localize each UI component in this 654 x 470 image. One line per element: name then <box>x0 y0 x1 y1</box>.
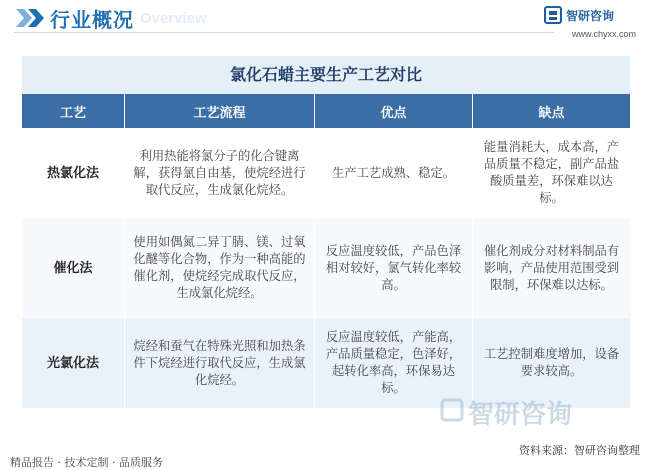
process-name: 热氯化法 <box>22 128 125 218</box>
process-disadvantages: 工艺控制难度增加，设备要求较高。 <box>473 318 630 408</box>
process-advantages: 反应温度较低，产能高，产品质量稳定，色泽好，起转化率高，环保易达标。 <box>315 318 473 408</box>
table-row <box>22 128 630 218</box>
section-subtitle: Overview <box>140 10 207 27</box>
double-chevron-icon <box>14 6 50 30</box>
process-disadvantages: 催化剂成分对材料制品有影响，产品使用范围受到限制，环保难以达标。 <box>473 218 630 318</box>
comparison-table <box>22 56 630 408</box>
process-disadvantages: 能量消耗大，成本高，产品质量不稳定，副产品盐酸质量差，环保难以达标。 <box>473 128 630 218</box>
brand-logo-icon <box>544 6 562 24</box>
table-row <box>22 218 630 318</box>
process-name: 催化法 <box>22 218 125 318</box>
brand-name: 智研咨询 <box>566 9 615 23</box>
process-advantages: 反应温度较低，产品色泽相对较好，氯气转化率较高。 <box>315 218 473 318</box>
footer-slogan: 精品报告 · 技术定制 · 品质服务 <box>10 456 163 469</box>
process-advantages: 生产工艺成熟、稳定。 <box>315 128 473 218</box>
website-url: www.chyxx.com <box>571 29 636 39</box>
column-header-advantages: 优点 <box>315 94 473 128</box>
section-title: 行业概况 <box>50 8 134 32</box>
table-caption: 氯化石蜡主要生产工艺对比 <box>22 56 630 94</box>
column-header-disadvantages: 缺点 <box>473 94 630 128</box>
header-divider <box>14 32 554 33</box>
brand-logo <box>544 6 636 26</box>
footer-source: 资料来源：智研咨询整理 <box>519 444 640 457</box>
column-header-process: 工艺 <box>22 94 125 128</box>
table-row <box>22 318 630 408</box>
process-flow: 使用如偶氮二异丁腈、镁、过氧化醚等化合物，作为一种高能的催化剂，使烷经完成取代反应，生成氯化烷经。 <box>125 218 315 318</box>
table-header-row <box>22 94 630 128</box>
process-flow: 烷经和蚕气在特殊光照和加热条件下烷经进行取代反应，生成氯化烷经。 <box>125 318 315 408</box>
watermark-text: 智研咨询 <box>468 400 573 430</box>
page-footer <box>0 440 654 470</box>
page-header <box>0 0 654 42</box>
column-header-flow: 工艺流程 <box>125 94 315 128</box>
process-flow: 利用热能将氯分子的化合键离解，获得氯自由基，使烷经进行取代反应，生成氯化烷烃。 <box>125 128 315 218</box>
process-name: 光氯化法 <box>22 318 125 408</box>
